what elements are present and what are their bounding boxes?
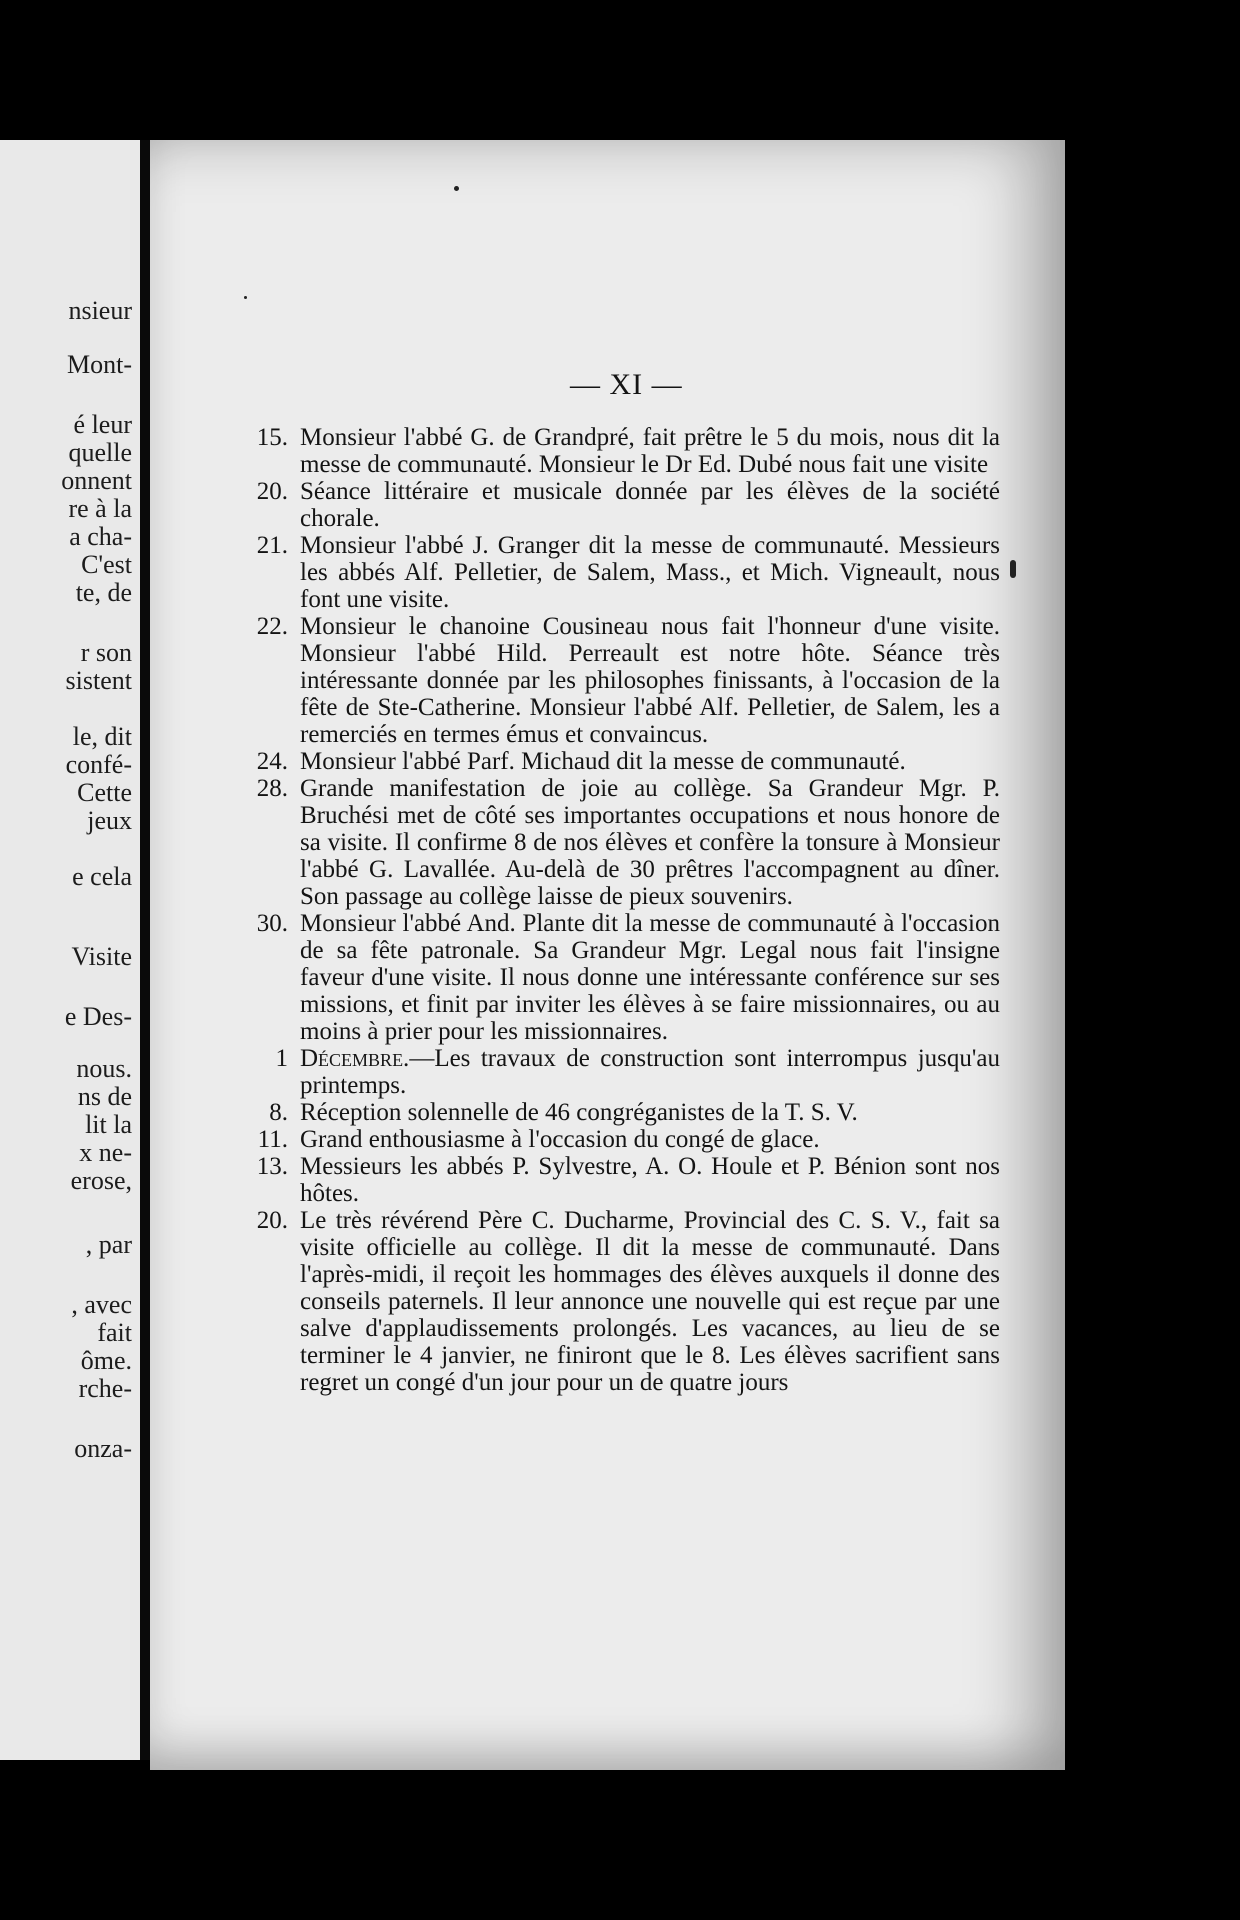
entry-day: 20. [256, 478, 288, 505]
journal-entry [220, 1099, 1000, 1126]
journal-entries [220, 424, 1000, 1396]
left-page-line: e cela [72, 862, 132, 891]
left-page-line: C'est [81, 550, 132, 579]
entry-text: Monsieur l'abbé J. Granger dit la messe de communauté. Messieurs les abbés Alf. Pelletier, de Salem, Mass., et Mich. Vigneault, nous font une visite. [300, 532, 1000, 613]
left-page-line: e Des- [64, 1002, 132, 1031]
entry-text: Le très révérend Père C. Ducharme, Provincial des C. S. V., fait sa visite officielle au collège. Il dit la messe de communauté. Dans l'après-midi, il reçoit les hommages des élèves auxquels il donne des conseils paternels. Il leur annonce une nouvelle qui est reçue par une salve d'applaudissements prolongés. Les vacances, au lieu de se terminer le 4 janvier, ne finiront que le 8. Les élèves sacrifient sans regret un congé d'un jour pour un de quatre jours [300, 1207, 1000, 1396]
journal-entry [220, 424, 1000, 478]
left-page-line: fait [97, 1318, 132, 1347]
left-page-line: onnent [61, 466, 132, 495]
left-page-line: lit la [85, 1110, 132, 1139]
left-page-line: nous. [76, 1054, 132, 1083]
entry-text: Monsieur l'abbé And. Plante dit la messe de communauté à l'occasion de sa fête patronale. Sa Grandeur Mgr. Legal nous fait l'insigne faveur d'une visite. Il nous donne une intéressante conférence sur ses missions, et finit par inviter les élèves à se faire missionnaires, ou au moins à prier pour les missionnaires. [300, 910, 1000, 1045]
entry-text-body: —Les travaux de construction sont interrompus jusqu'au printemps. [300, 1045, 1000, 1099]
entry-day: 28. [256, 775, 288, 802]
entry-text: Monsieur l'abbé Parf. Michaud dit la messe de communauté. [300, 748, 906, 775]
journal-entry [220, 775, 1000, 910]
left-page-line: le, dit [72, 722, 132, 751]
entry-day: 8. [269, 1099, 288, 1126]
entry-day: 20. [256, 1207, 288, 1234]
left-page-line: é leur [73, 410, 132, 439]
entry-day: 13. [256, 1153, 288, 1180]
entry-text [300, 1045, 1000, 1099]
left-page-line: rche- [78, 1374, 132, 1403]
left-page-line: Visite [71, 942, 132, 971]
left-page-line: re à la [68, 494, 132, 523]
journal-entry [220, 478, 1000, 532]
right-page [150, 140, 1065, 1770]
left-page-line: quelle [68, 438, 132, 467]
entry-text: Grand enthousiasme à l'occasion du congé de glace. [300, 1126, 820, 1153]
journal-entry [220, 910, 1000, 1045]
left-page-line: onza- [74, 1434, 132, 1463]
month-heading: Décembre. [300, 1045, 410, 1072]
entry-text: Messieurs les abbés P. Sylvestre, A. O. Houle et P. Bénion sont nos hôtes. [300, 1153, 1000, 1207]
left-page-line: r son [80, 638, 132, 667]
left-page-line: , par [85, 1230, 132, 1259]
ink-speck [454, 186, 459, 191]
ink-speck [244, 296, 247, 299]
entry-text: Séance littéraire et musicale donnée par les élèves de la société chorale. [300, 478, 1000, 532]
entry-text: Monsieur l'abbé G. de Grandpré, fait prêtre le 5 du mois, nous dit la messe de communauté. Monsieur le Dr Ed. Dubé nous fait une visite [300, 424, 1000, 478]
book-spine [140, 140, 150, 1760]
entry-day: 24. [256, 748, 288, 775]
page-number: — XI — [570, 368, 683, 401]
entry-day: 15. [256, 424, 288, 451]
left-page-line: , avec [71, 1290, 132, 1319]
journal-entry [220, 532, 1000, 613]
entry-day: 1 [275, 1045, 288, 1072]
entry-day: 11. [257, 1126, 288, 1153]
ink-speck [1010, 560, 1016, 578]
journal-entry [220, 613, 1000, 748]
left-page-line: nsieur [68, 296, 132, 325]
entry-text: Réception solennelle de 46 congréganistes de la T. S. V. [300, 1099, 858, 1126]
left-page-line: te, de [75, 578, 132, 607]
journal-entry [220, 748, 1000, 775]
left-page-line: confé- [65, 750, 132, 779]
left-page-line: erose, [70, 1166, 132, 1195]
journal-entry-month-heading [220, 1045, 1000, 1099]
entry-day: 22. [256, 613, 288, 640]
left-page-line: ns de [77, 1082, 132, 1111]
left-page-line: ôme. [80, 1346, 132, 1375]
left-page-line: x ne- [79, 1138, 132, 1167]
journal-entry [220, 1153, 1000, 1207]
entry-day: 30. [256, 910, 288, 937]
left-page-line: Cette [77, 778, 132, 807]
left-page-line: a cha- [69, 522, 132, 551]
left-page-line: jeux [87, 806, 132, 835]
journal-entry [220, 1126, 1000, 1153]
journal-entry [220, 1207, 1000, 1396]
left-page-line: Mont- [67, 350, 132, 379]
entry-text: Monsieur le chanoine Cousineau nous fait l'honneur d'une visite. Monsieur l'abbé Hild. Perreault est notre hôte. Séance très intéressante donnée par les philosophes finissants, à l'occasion de la fête de Ste-Catherine. Monsieur l'abbé Alf. Pelletier, de Salem, les a remerciés en termes émus et convaincus. [300, 613, 1000, 748]
entry-day: 21. [256, 532, 288, 559]
left-page-line: sistent [65, 666, 132, 695]
entry-text: Grande manifestation de joie au collège. Sa Grandeur Mgr. P. Bruchési met de côté ses importantes occupations et nous honore de sa visite. Il confirme 8 de nos élèves et confère la tonsure à Monsieur l'abbé G. Lavallée. Au-delà de 30 prêtres l'accompagnent au dîner. Son passage au collège laisse de pieux souvenirs. [300, 775, 1000, 910]
left-page [0, 140, 140, 1760]
